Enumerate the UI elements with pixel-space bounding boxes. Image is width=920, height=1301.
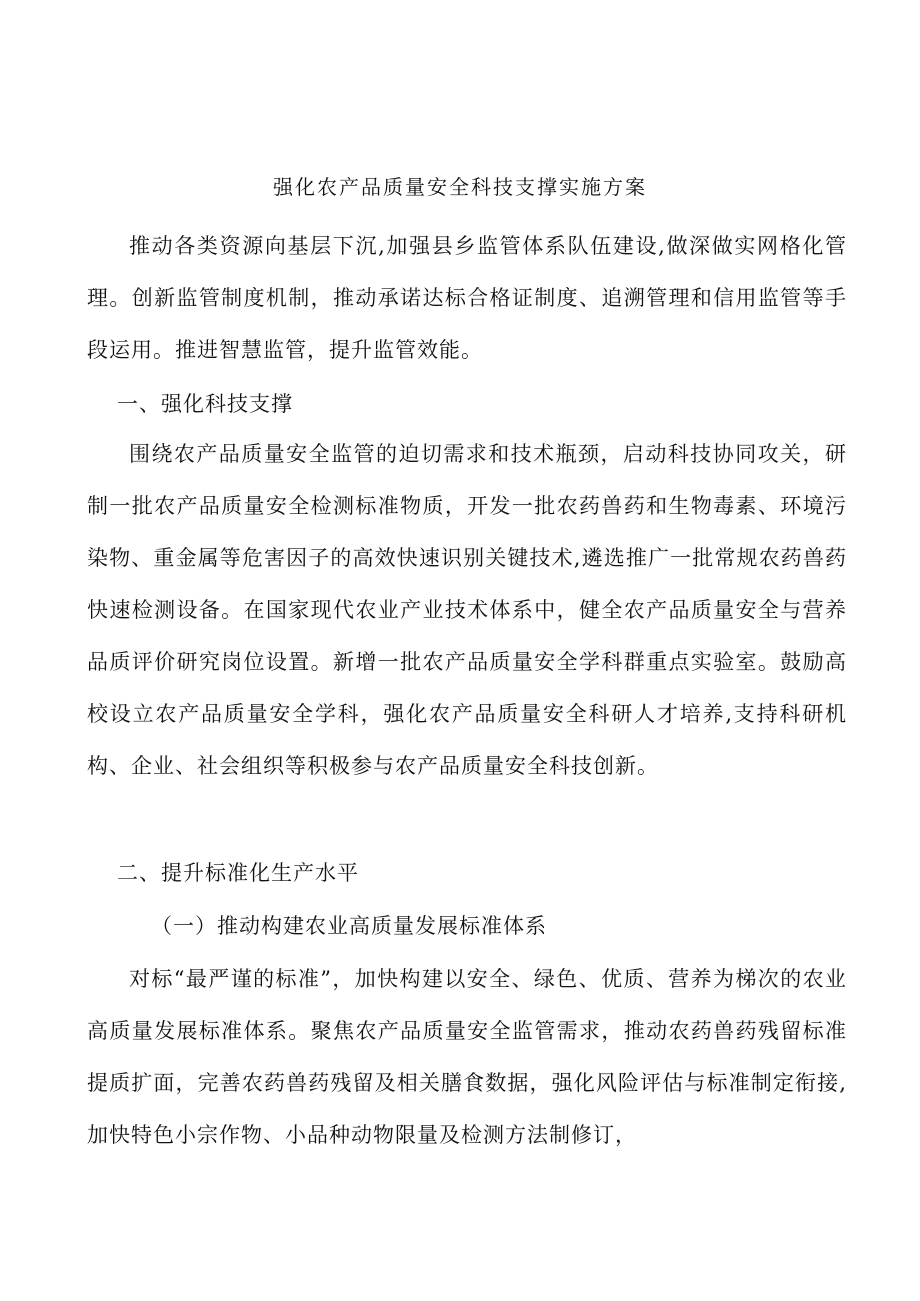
section-heading-1: 一、强化科技支撑 (117, 392, 293, 416)
section-heading-2: 二、提升标准化生产水平 (117, 861, 359, 885)
document-title: 强化农产品质量安全科技支撑实施方案 (273, 175, 647, 199)
subsection-heading-1: （一）推动构建农业高质量发展标准体系 (151, 914, 547, 938)
subsection-1-paragraph: 对标“最严谨的标准”，加快构建以安全、绿色、优质、营养为梯次的农业高质量发展标准体系。聚焦农产品质量安全监管需求，推动农药兽药残留标准提质扩面，完善农药兽药残留及相关膳食数据，强化风险评估与标准制定衔接,加快特色小宗作物、小品种动物限量及检测方法制修订， (87, 967, 847, 1147)
intro-paragraph: 推动各类资源向基层下沉,加强县乡监管体系队伍建设,做深做实网格化管理。创新监管制度机制，推动承诺达标合格证制度、追溯管理和信用监管等手段运用。推进智慧监管，提升监管效能。 (87, 234, 847, 362)
section-1-paragraph: 围绕农产品质量安全监管的迫切需求和技术瓶颈，启动科技协同攻关，研制一批农产品质量安全检测标准物质，开发一批农药兽药和生物毒素、环境污染物、重金属等危害因子的高效快速识别关键技术,遴选推广一批常规农药兽药快速检测设备。在国家现代农业产业技术体系中，健全农产品质量安全与营养品质评价研究岗位设置。新增一批农产品质量安全学科群重点实验室。鼓励高校设立农产品质量安全学科，强化农产品质量安全科研人才培养,支持科研机构、企业、社会组织等积极参与农产品质量安全科技创新。 (87, 442, 847, 778)
